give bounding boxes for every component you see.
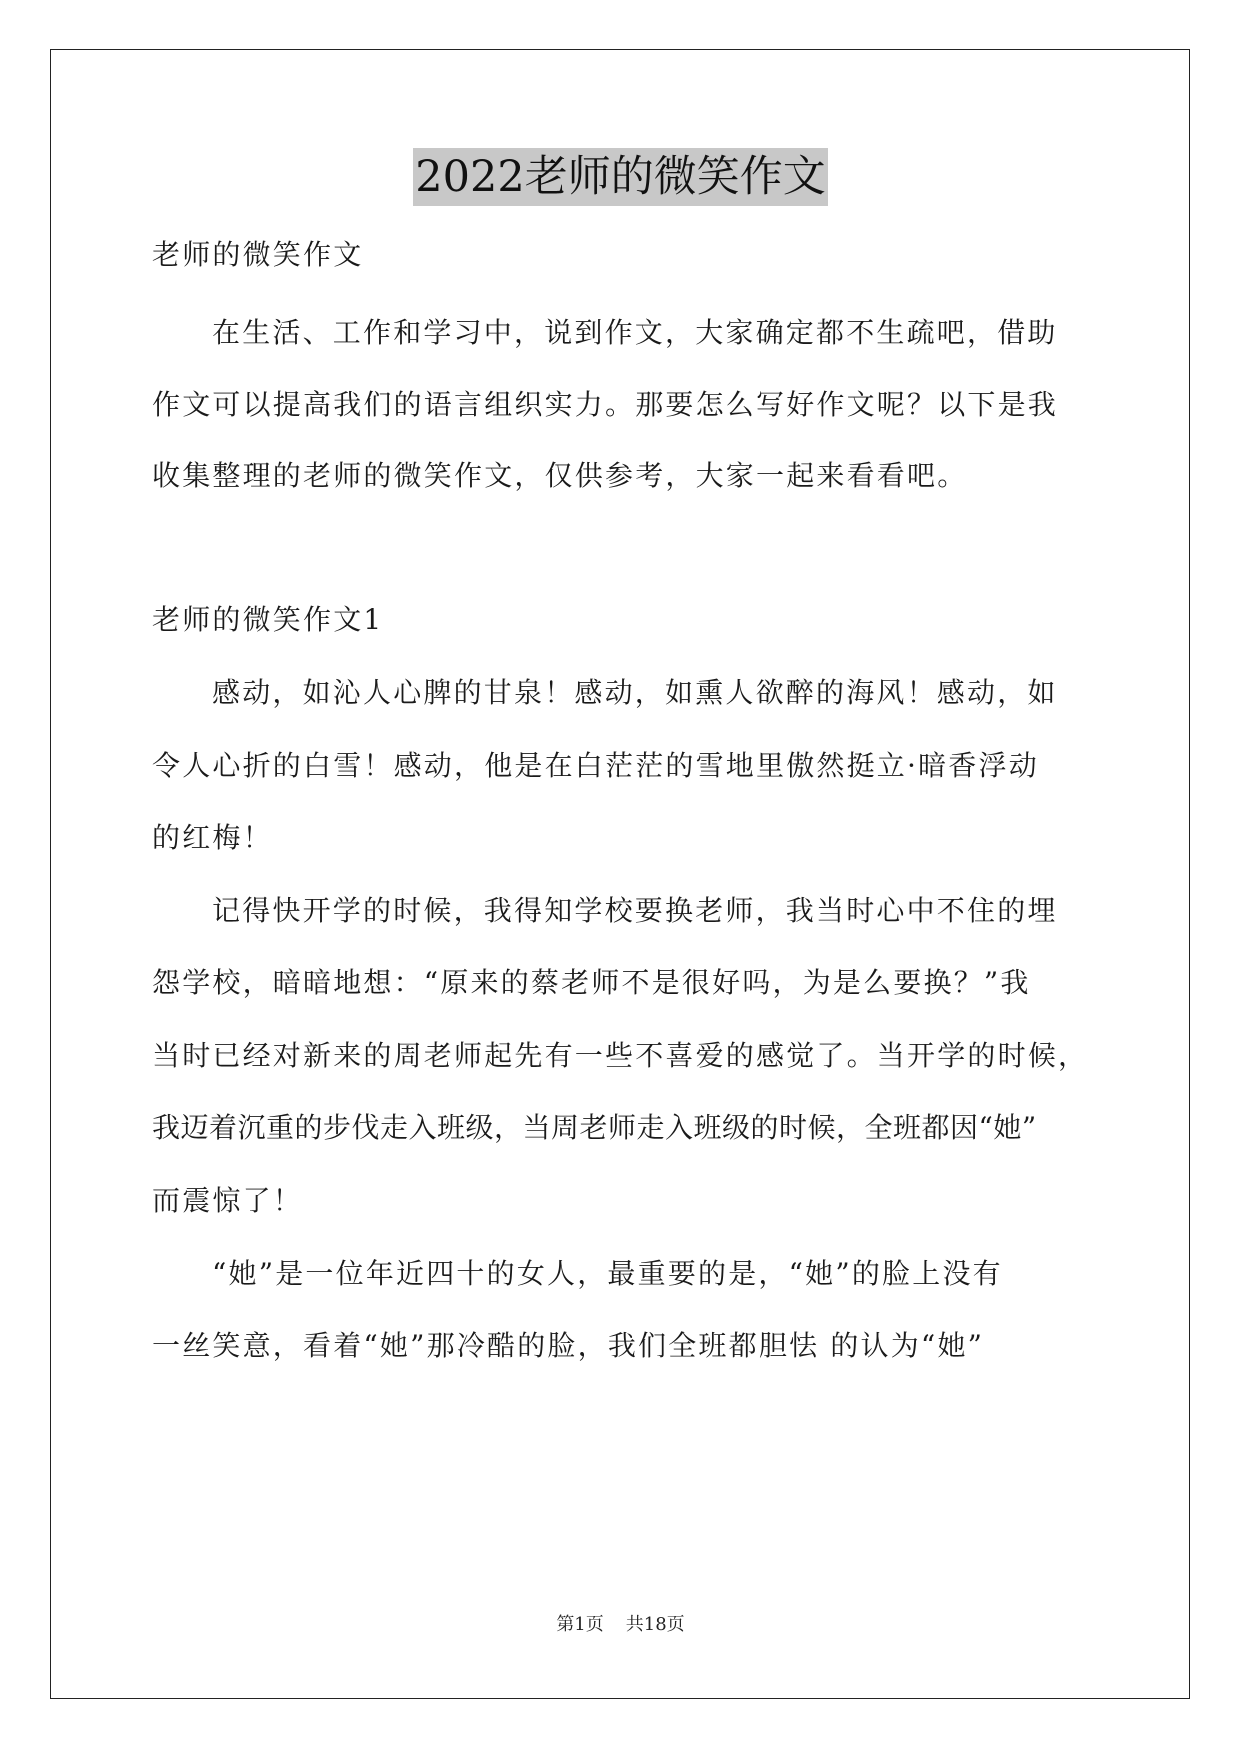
body-line: 感动，如沁人心脾的甘泉！感动，如熏人欲醉的海风！感动，如 xyxy=(212,676,1058,709)
body-line: 怨学校，暗暗地想：“原来的蔡老师不是很好吗，为是么要换？”我 xyxy=(152,966,1031,999)
body-line: 的红梅！ xyxy=(152,821,273,854)
page-total: 共18页 xyxy=(625,1614,685,1635)
page-border xyxy=(50,49,1190,1699)
body-line: 当时已经对新来的周老师起先有一些不喜爱的感觉了。当开学的时候， xyxy=(152,1039,1089,1072)
document-title: 2022老师的微笑作文 xyxy=(413,148,827,206)
page-number: 第1页 xyxy=(556,1614,604,1635)
body-line: 我迈着沉重的步伐走入班级，当周老师走入班级的时候，全班都因“她” xyxy=(152,1111,1037,1144)
body-line: 令人心折的白雪！感动，他是在白茫茫的雪地里傲然挺立·暗香浮动 xyxy=(152,749,1039,782)
title-container xyxy=(0,148,1241,206)
body-line: 而震惊了！ xyxy=(152,1184,304,1217)
body-line: 记得快开学的时候，我得知学校要换老师，我当时心中不住的埋 xyxy=(212,894,1058,927)
body-line: 作文可以提高我们的语言组织实力。那要怎么写好作文呢？以下是我 xyxy=(152,388,1059,421)
body-line: 收集整理的老师的微笑作文，仅供参考，大家一起来看看吧。 xyxy=(152,459,968,492)
body-line: 一丝笑意，看着“她”那冷酷的脸，我们全班都胆怯 的认为“她” xyxy=(152,1329,985,1362)
body-line: 在生活、工作和学习中，说到作文，大家确定都不生疏吧，借助 xyxy=(212,316,1058,349)
body-line: “她”是一位年近四十的女人，最重要的是，“她”的脸上没有 xyxy=(212,1257,1003,1290)
subtitle-line: 老师的微笑作文 xyxy=(152,238,364,271)
section-heading: 老师的微笑作文1 xyxy=(152,603,384,636)
page-footer xyxy=(0,1613,1241,1637)
